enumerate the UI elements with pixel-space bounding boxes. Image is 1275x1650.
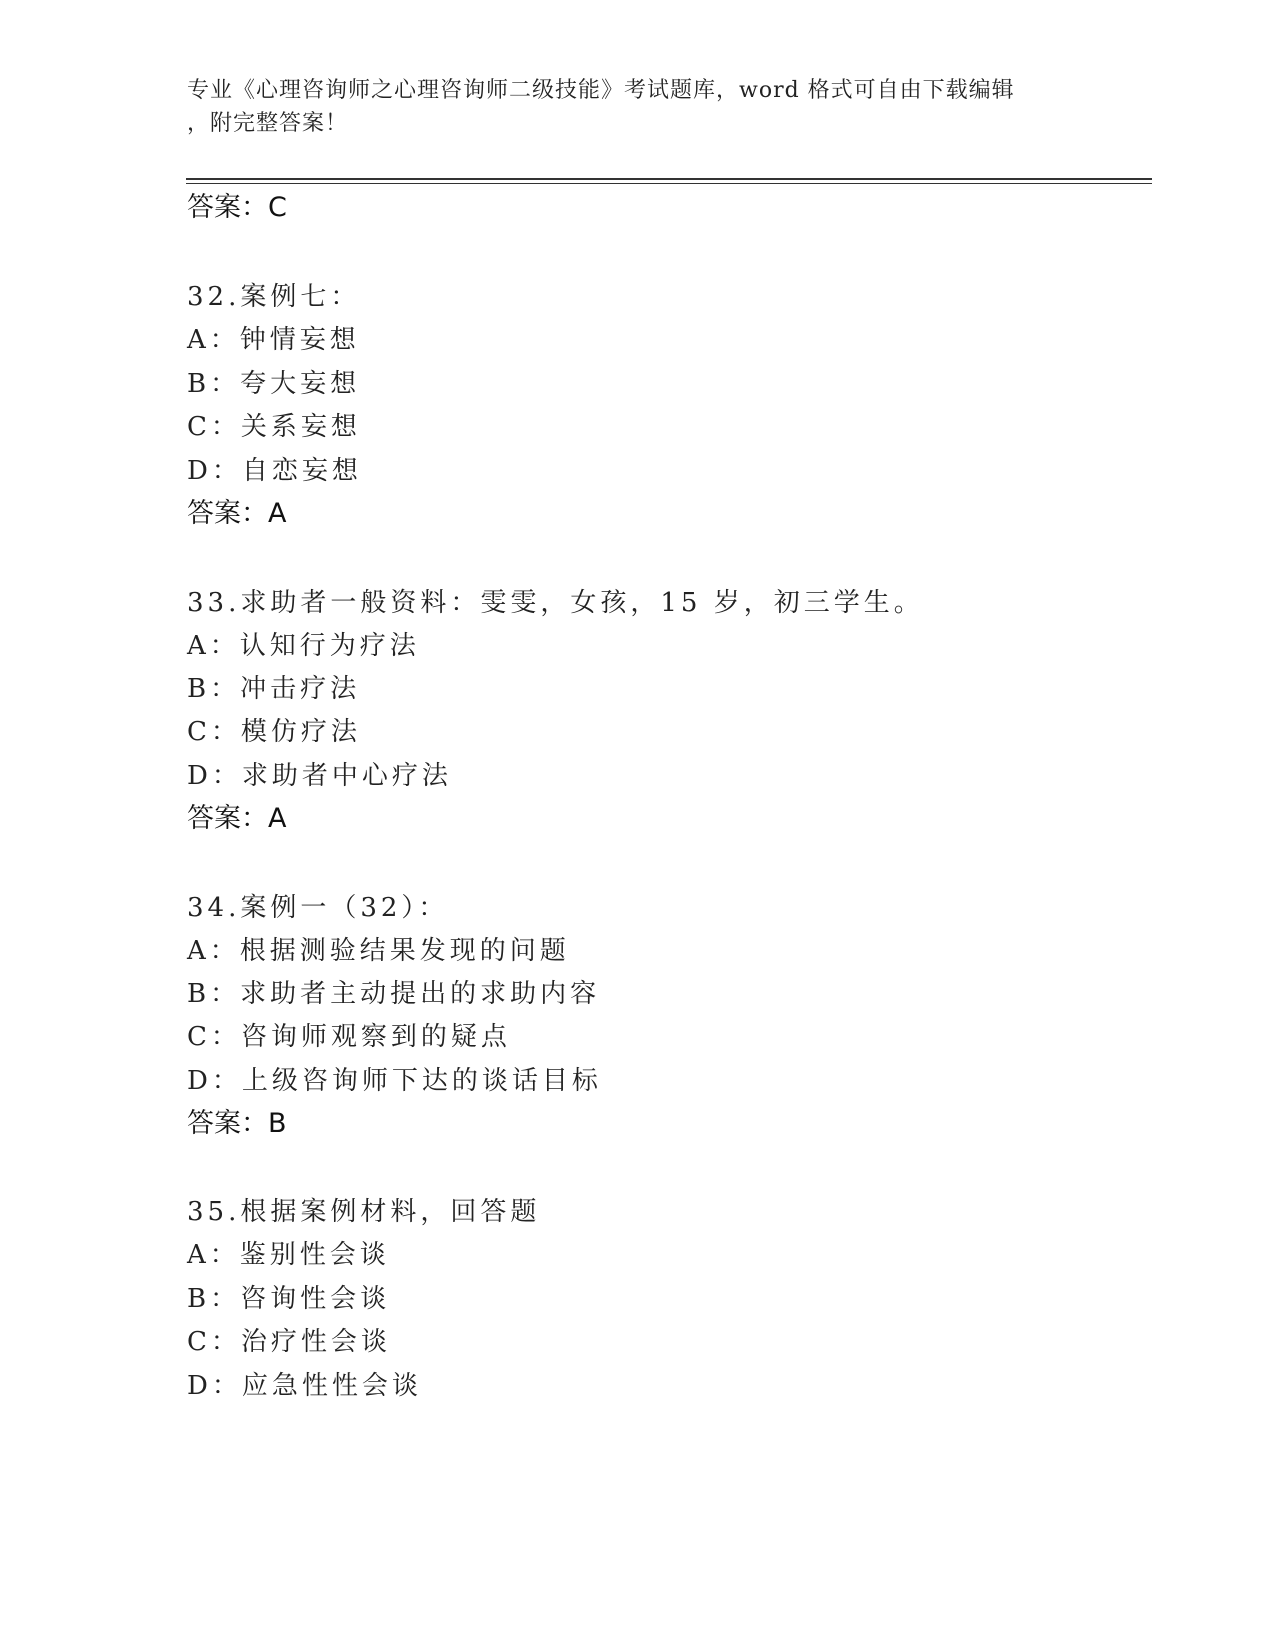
option-32-b: B：夸大妄想 [187, 369, 361, 399]
option-33-d: D：求助者中心疗法 [187, 761, 452, 791]
option-35-d: D：应急性性会谈 [187, 1371, 422, 1401]
question-title-34: 34.案例一（32）： [187, 893, 449, 923]
header-line-2: ，附完整答案！ [187, 111, 349, 136]
document-header [187, 74, 1087, 140]
option-33-c: C：模仿疗法 [187, 717, 361, 747]
answer-32: 答案：A [187, 498, 287, 529]
answer-33: 答案：A [187, 803, 287, 834]
option-35-c: C：治疗性会谈 [187, 1327, 391, 1357]
header-line-1: 专业《心理咨询师之心理咨询师二级技能》考试题库，word 格式可自由下载编辑 [187, 78, 1015, 103]
previous-answer: 答案：C [187, 192, 287, 223]
question-title-33: 33.求助者一般资料：雯雯，女孩，15 岁，初三学生。 [187, 588, 924, 618]
question-title-35: 35.根据案例材料，回答题 [187, 1197, 541, 1227]
header-divider-thin [186, 183, 1152, 184]
option-34-b: B：求助者主动提出的求助内容 [187, 979, 601, 1009]
option-34-c: C：咨询师观察到的疑点 [187, 1022, 511, 1052]
question-title-32: 32.案例七： [187, 282, 361, 312]
option-34-d: D：上级咨询师下达的谈话目标 [187, 1066, 602, 1096]
option-32-c: C：关系妄想 [187, 412, 361, 442]
option-32-d: D：自恋妄想 [187, 456, 362, 486]
option-32-a: A：钟情妄想 [187, 325, 360, 355]
option-35-a: A：鉴别性会谈 [187, 1240, 390, 1270]
option-35-b: B：咨询性会谈 [187, 1284, 391, 1314]
option-34-a: A：根据测验结果发现的问题 [187, 936, 570, 966]
header-divider-thick [186, 178, 1152, 180]
option-33-a: A：认知行为疗法 [187, 631, 420, 661]
option-33-b: B：冲击疗法 [187, 674, 361, 704]
answer-34: 答案：B [187, 1108, 287, 1139]
